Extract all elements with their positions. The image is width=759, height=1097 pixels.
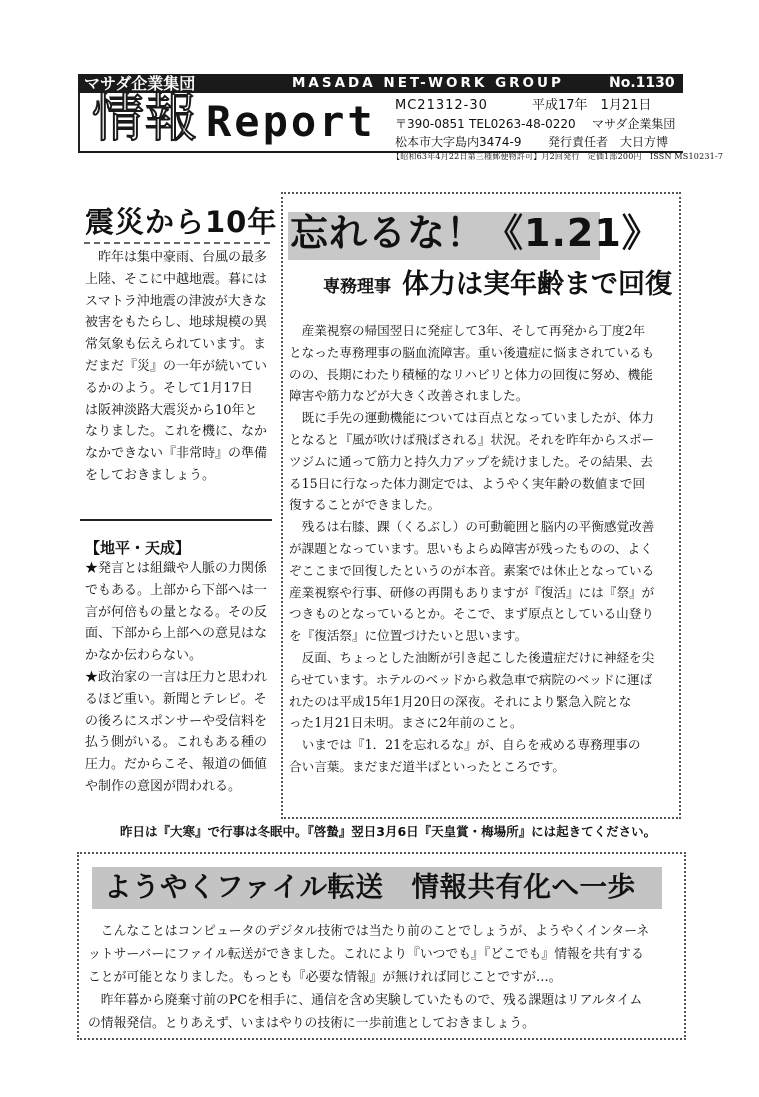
column-heading: 【地平・天成】 (85, 539, 191, 557)
text-line: 常気象も伝えられています。ま (85, 337, 266, 353)
text-line: が課題となっています。思いもよらぬ障害が残ったものの、よく (289, 540, 653, 556)
text-line: 払う側がいる。これもある種の (85, 735, 268, 751)
text-line: 上陸、そこに中越地震。暮には (85, 271, 268, 287)
main-article-body (289, 320, 654, 778)
text-line: のの、長期にわたり積極的なリハビリと体力の回復に努め、機能 (289, 366, 653, 382)
left-title-underline (84, 242, 270, 244)
text-line: ★発言とは組織や人脈の力関係 (85, 561, 268, 576)
text-line: 既に手先の運動機能については百点となっていましたが、体力 (289, 410, 654, 426)
text-line: 被害をもたらし、地球規模の異 (85, 315, 268, 331)
text-line: るかのよう。そして1月17日 (85, 380, 253, 396)
text-line: 障害や筋力などが大きく改善されました。 (289, 388, 529, 404)
text-line: を『復活祭』に位置づけたいと思います。 (289, 628, 528, 644)
event-notice: 昨日は『大寒』で行事は冬眠中。『啓蟄』翌日3月6日『天皇賞・梅場所』には起きてください。 (120, 824, 657, 839)
text-line: なかできない『非常時』の準備 (85, 446, 268, 462)
text-line: なりました。これを機に、なか (85, 424, 268, 440)
text-line: でもある。上部から下部へは一 (85, 582, 268, 598)
text-line: となると『風が吹けば飛ばされる』状況。それを昨年からスポー (289, 431, 655, 447)
text-line: いまでは『1．21を忘れるな』が、自らを戒める専務理事の (289, 737, 641, 753)
main-subheadline: 体力は実年齢まで回復 (402, 269, 672, 300)
text-line: 面、下部から上部への意見はな (85, 626, 268, 642)
text-line: となった専務理事の脳血流障害。重い後遺症に悩まされているも (289, 344, 655, 360)
text-line: つきものとなっているとか。そこで、まず原点としている山登り (289, 606, 654, 622)
text-line: や制作の意図が問われる。 (85, 778, 242, 794)
postal-code: 〒390-0851 (395, 117, 465, 131)
text-line: 産業視察や行事、研修の再開もありますが『復活』には『祭』が (289, 584, 655, 600)
phone-number: TEL0263-48-0220 (469, 117, 576, 131)
text-line: こんなことはコンピュータのデジタル技術では当たり前のことでしょうが、ようやくインターネ (88, 924, 650, 939)
editor-in-charge: 発行責任者 大日方博 (548, 135, 669, 149)
text-line: 残るは右膝、踝（くるぶし）の可動範囲と脳内の平衡感覚改善 (289, 519, 655, 535)
text-line: ットサーバーにファイル転送ができました。これにより『いつでも』『どこでも』情報を共有する (88, 947, 644, 962)
text-line: 昨年は集中豪雨、台風の最多 (85, 250, 268, 265)
main-headline: 忘れるな！《1.21》 (290, 211, 661, 255)
column-body (85, 558, 267, 798)
subheadline-label: 専務理事 (323, 277, 391, 297)
text-line: った1月21日未明。まさに2年前のこと。 (289, 715, 523, 731)
text-line: は阪神淡路大震災から10年と (85, 402, 258, 418)
publication-date: 平成17年 1月21日 (532, 98, 652, 113)
bottom-headline: ようやくファイル転送 情報共有化へ一歩 (104, 871, 636, 903)
text-line: かなか伝わらない。 (85, 648, 203, 664)
text-line: をしておきましょう。 (85, 467, 216, 483)
text-line: 反面、ちょっとした油断が引き起こした後遺症だけに神経を尖 (289, 649, 655, 665)
text-line: 昨年暮から廃棄寸前のPCを相手に、通信を含め実験していたもので、残る課題はリアルタイム (88, 993, 643, 1008)
text-line: 合い言葉。まだまだ道半ばといったところです。 (289, 758, 565, 774)
text-line: ★政治家の一言は圧力と思われ (85, 669, 268, 685)
text-line: るほど重い。新聞とテレビ。そ (85, 691, 267, 707)
text-line: ことが可能となりました。もっとも『必要な情報』が無ければ同じことですが…。 (88, 970, 562, 985)
group-name-jp: マサダ企業集団 (84, 74, 196, 93)
postal-permit: 【昭和63年4月22日第三種郵便物許可】月2回発行 定価1部200円 ISSN MS10231-7 (392, 152, 724, 161)
bottom-article-body (88, 920, 649, 1035)
text-line: の情報発信。とりあえず、いまはやりの技術に一歩前進としておきましょう。 (88, 1016, 535, 1031)
text-line: れたのは平成15年1月20日の深夜。それにより緊急入院とな (289, 693, 632, 709)
left-article-body (85, 247, 267, 487)
text-line: 復することができました。 (289, 497, 441, 513)
text-line: 産業視察の帰国翌日に発症して3年、そして再発から丁度2年 (289, 323, 646, 338)
text-line: だまだ『災』の一年が続いてい (85, 358, 268, 374)
group-name-en: MASADA NET-WORK GROUP (292, 75, 564, 91)
text-line: 圧力。だからこそ、報道の価値 (85, 757, 267, 773)
address: 松本市大字島内3474-9 (395, 135, 522, 149)
left-article-title: 震災から10年 (85, 205, 278, 239)
issue-number: No.1130 (609, 75, 675, 91)
text-line: らせています。ホテルのベッドから救急車で病院のベッドに運ば (289, 671, 653, 687)
publication-code: MC21312-30 (395, 98, 488, 113)
text-line: 言が何倍もの量となる。その反 (85, 604, 268, 620)
text-line: ツジムに通って筋力と持久力アップを続けました。その結果、去 (289, 453, 653, 469)
masthead-title-kanji: 情報 (92, 89, 199, 149)
text-line: る15日に行なった体力測定では、ようやく実年齢の数値まで回 (289, 475, 646, 491)
masthead-title-report: Report (206, 97, 376, 146)
text-line: の後ろにスポンサーや受信料を (85, 713, 268, 729)
text-line: ぞここまで回復したというのが本音。素案では休止となっている (289, 562, 655, 578)
left-column-divider (80, 519, 272, 521)
masthead-left-rule (78, 93, 90, 151)
publisher-name: マサダ企業集団 (592, 117, 676, 131)
text-line: スマトラ沖地震の津波が大きな (85, 293, 267, 309)
